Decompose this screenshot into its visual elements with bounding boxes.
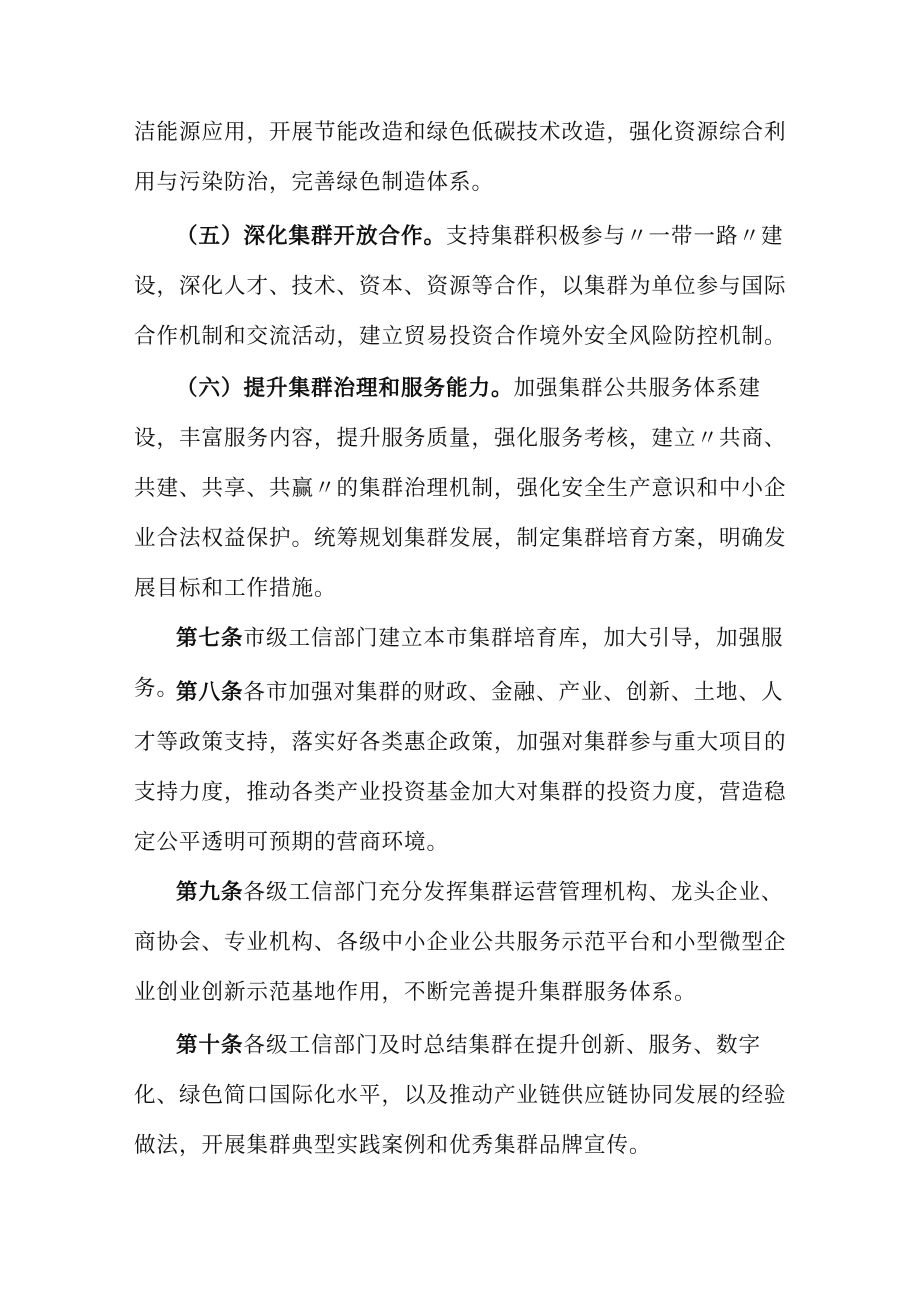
article-text: 各级工信部门充分发挥集群运营管理机构、龙头企业、商协会、专业机构、各级中小企业公共服务示范平台和小型微型企业创业创新示范基地作用，不断完善提升集群服务体系。 xyxy=(134,880,787,1005)
article-text: 各级工信部门及时总结集群在提升创新、服务、数字化、绿色简口国际化水平，以及推动产业链供应链协同发展的经验做法，开展集群典型实践案例和优秀集群品牌宣传。 xyxy=(134,1033,787,1158)
article-heading: 第十条 xyxy=(176,1033,244,1058)
article-heading: 第七条 xyxy=(176,626,244,651)
paragraph-open-cooperation xyxy=(134,212,794,362)
article-heading: 第八条 xyxy=(176,680,244,705)
paragraph-text: 加强集群公共服务体系建设，丰富服务内容，提升服务质量，强化服务考核，建立〃共商、共建、共享、共赢〃的集群治理机制，强化安全生产意识和中小企业合法权益保护。统筹规划集群发展，制定集群培育方案，明确发展目标和工作措施。 xyxy=(134,376,787,601)
article-text: 市级工信部门建立本市集群培育库，加大引导，加强服务。 xyxy=(134,626,784,701)
article-9 xyxy=(134,868,794,1018)
paragraph-text: 洁能源应用，开展节能改造和绿色低碳技术改造，强化资源综合利用与污染防治，完善绿色制造体系。 xyxy=(134,120,787,195)
article-text: 各市加强对集群的财政、金融、产业、创新、土地、人才等政策支持，落实好各类惠企政策，加强对集群参与重大项目的支持力度，推动各类产业投资基金加大对集群的投资力度，营造稳定公平透明可预期的营商环境。 xyxy=(134,680,787,855)
article-10 xyxy=(134,1021,794,1171)
paragraph-heading: （五）深化集群开放合作。 xyxy=(176,224,447,249)
paragraph-text: 支持集群积极参与〃一带一路〃建设，深化人才、技术、资本、资源等合作，以集群为单位参与国际合作机制和交流活动，建立贸易投资合作境外安全风险防控机制。 xyxy=(134,224,787,349)
paragraph-heading: （六）提升集群治理和服务能力。 xyxy=(176,376,514,401)
article-heading: 第九条 xyxy=(176,880,244,905)
paragraph-green-manufacturing xyxy=(134,108,794,208)
article-8 xyxy=(134,668,794,868)
paragraph-governance-service xyxy=(134,364,794,614)
